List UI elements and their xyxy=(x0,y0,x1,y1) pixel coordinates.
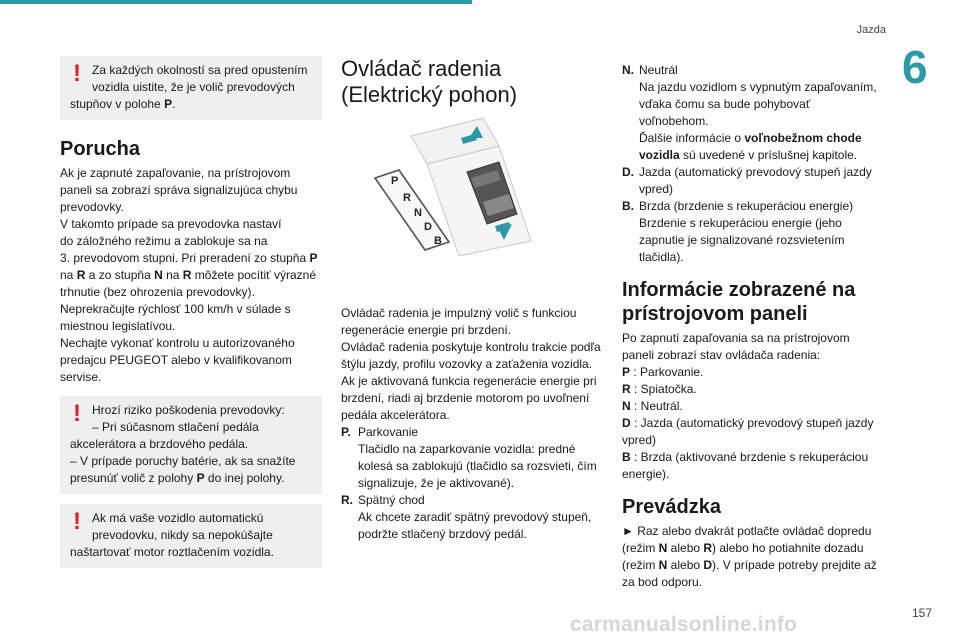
mode-definition-list-cont xyxy=(622,62,884,266)
definition-r: R. Spätný chod Ak chcete zaradiť spätný prevodový stupeň, podržte stlačený brzdový pedál. xyxy=(341,493,592,541)
gear-label-d: D xyxy=(424,221,432,233)
section-title-prevadzka: Prevádzka xyxy=(622,496,721,518)
warning-text: Ak má vaše vozidlo automatickú prevodovku, nikdy sa nepokúšajte naštartovať motor roztlačením vozidla. xyxy=(70,511,274,559)
prevadzka-text: ► Raz alebo dvakrát potlačte ovládač dopredu (režim N alebo R) alebo ho potiahnite dozadu (režim N alebo D). V prípade potreby prejdite až za bod odporu. xyxy=(622,524,877,589)
exclamation-icon: ! xyxy=(73,508,81,535)
column-middle xyxy=(341,56,603,543)
gear-label-p: P xyxy=(391,175,399,187)
watermark: carmanualsonline.info xyxy=(570,613,798,636)
exclamation-icon: ! xyxy=(73,400,81,427)
exclamation-icon: ! xyxy=(73,60,81,87)
warning-box-push-start xyxy=(60,504,322,568)
gear-label-r: R xyxy=(403,192,411,204)
running-head: Jazda xyxy=(856,24,886,36)
page-number: 157 xyxy=(912,606,933,620)
gear-selector-illustration xyxy=(371,116,571,256)
warning-box-park xyxy=(60,56,322,120)
gear-label-n: N xyxy=(414,207,422,219)
informacie-text: Po zapnutí zapaľovania sa na prístrojovom paneli zobrazí stav ovládača radenia: P : Parkovanie. R : Spiatočka. N : Neutrál. D : Jazda (automatický prevodový stupeň jazdy vpred) B : Brzda (aktivované brzdenie s rekuperáciou energie). xyxy=(622,331,874,481)
gear-label-b: B xyxy=(434,235,442,247)
section-title-porucha: Porucha xyxy=(60,138,141,160)
definition-d: D. Jazda (automatický prevodový stupeň jazdy vpred) xyxy=(622,165,872,196)
chapter-number: 6 xyxy=(902,41,928,93)
column-right xyxy=(622,62,884,591)
definition-b: B. Brzda (brzdenie s rekuperáciou energie) Brzdenie s rekuperáciou energie (jeho zapnutie je signalizované rozsvietením tlačidla). xyxy=(622,199,854,264)
ovladac-intro: Ovládač radenia je impulzný volič s funkciou regenerácie energie pri brzdení. Ovládač radenia poskytuje kontrolu trakcie podľa štýlu jazdy, profilu vozovky a zaťaženia vozidla. Ak je aktivovaná funkcia regenerácie energie pri brzdení, riadi aj brzdenie motorom po uvoľnení pedála akcelerátora. xyxy=(341,306,601,422)
warning-text: Hrozí riziko poškodenia prevodovky: – Pri súčasnom stlačení pedála akcelerátora a brzdového pedála. – V prípade poruchy batérie, ak sa snažíte presunúť volič z polohy P do inej polohy. xyxy=(70,403,296,485)
section-title-ovladac: Ovládač radenia (Elektrický pohon) xyxy=(341,56,518,107)
section-title-informacie: Informácie zobrazené na prístrojovom paneli xyxy=(622,279,856,325)
mode-definition-list xyxy=(341,424,603,543)
definition-n: N. Neutrál Na jazdu vozidlom s vypnutým zapaľovaním, vďaka čomu sa bude pohybovať voľnobehom. Ďalšie informácie o voľnobežnom chode vozidla sú uvedené v príslušnej kapitole. xyxy=(622,63,877,162)
porucha-text: Ak je zapnuté zapaľovanie, na prístrojovom paneli sa zobrazí správa signalizujúca chybu prevodovky. V takomto prípade sa prevodovka nastaví do záložného režimu a zablokuje sa na 3. prevodovom stupni. Pri preradení zo stupňa P na R a zo stupňa N na R môžete pocítiť výrazné trhnutie (bez ohrozenia prevodovky). Neprekračujte rýchlosť 100 km/h v súlade s miestnou legislatívou. Nechajte vykonať kontrolu u autorizovaného predajcu PEUGEOT alebo v kvalifikovanom servise. xyxy=(60,166,318,384)
warning-text: Za každých okolností sa pred opustením vozidla uistite, že je volič prevodových stupňov v polohe P. xyxy=(70,63,308,111)
definition-p: P. Parkovanie Tlačidlo na zaparkovanie vozidla: predné kolesá sa zablokujú (tlačidlo sa rozsvieti, čím signalizuje, že je aktivované). xyxy=(341,425,597,490)
top-accent-bar xyxy=(0,0,472,4)
warning-box-damage xyxy=(60,396,322,494)
column-left xyxy=(60,56,322,568)
